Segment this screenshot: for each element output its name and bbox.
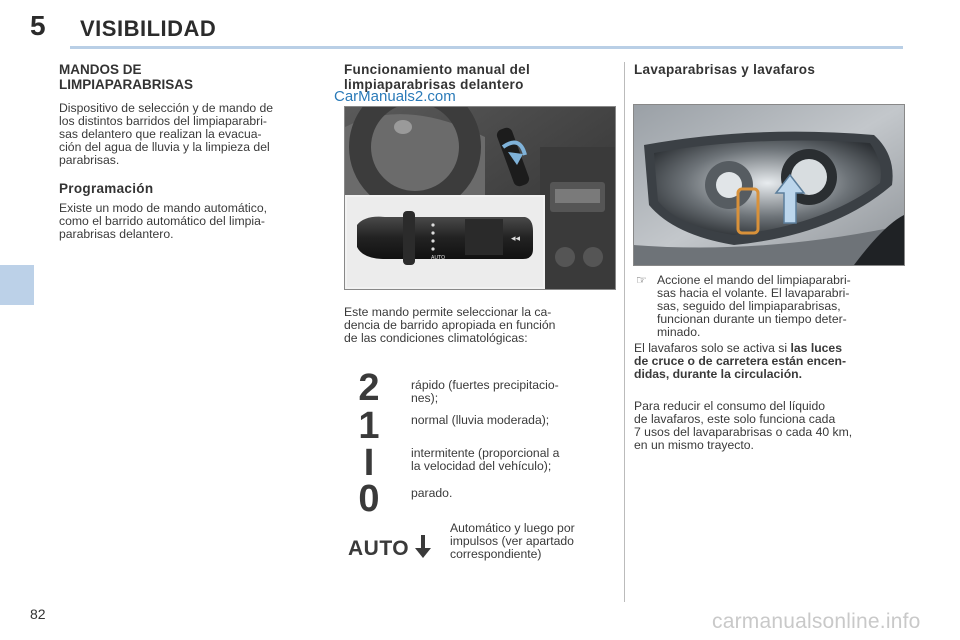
headlamp-photo (633, 104, 905, 266)
stalk-auto-label: AUTO (431, 255, 446, 261)
column-left (59, 62, 325, 241)
section-heading: MANDOS DE LIMPIAPARABRISAS (59, 62, 194, 92)
auto-symbol: AUTO (348, 537, 410, 560)
column-divider (624, 62, 625, 602)
bullet-icon: ☞ (636, 273, 647, 287)
headlamp-illustration (634, 105, 904, 265)
chapter-number: 5 (30, 10, 46, 41)
washer-heading: Lavaparabrisas y lavafaros (634, 62, 816, 77)
headlamp-wash-note: El lavafaros solo se activa si las luces de cruce o de carretera están encen- didas, durante la circulación. (634, 341, 847, 381)
mode-symbol-i: I (363, 442, 375, 484)
site-watermark: CarManuals2.com (334, 88, 456, 105)
manual-intro: Este mando permite seleccionar la ca- dencia de barrido apropiada en función de las condiciones climatológicas: (344, 305, 556, 345)
washer-instruction: Accione el mando del limpiaparabri- sas hacia el volante. El lavaparabri- sas, seguido del limpiaparabrisas, funcionan durante un tiempo deter- minado. (657, 273, 851, 339)
mode-text-2: rápido (fuertes precipitacio- nes); (411, 378, 559, 405)
mode-symbol-0: 0 (358, 478, 380, 520)
auto-down-arrow-icon (414, 535, 432, 564)
auto-text: Automático y luego por impulsos (ver apartado correspondiente) (450, 521, 575, 561)
stalk-photo (344, 106, 616, 290)
fluid-economy-text: Para reducir el consumo del líquido de lavafaros, este solo funciona cada 7 usos del lavaparabrisas o cada 40 km, en un mismo trayecto. (634, 399, 853, 452)
programacion-text: Existe un modo de mando automático, como el barrido automático del limpia- parabrisas delantero. (59, 201, 267, 241)
footer-site-watermark: carmanualsonline.info (712, 610, 921, 633)
stalk-illustration (345, 107, 615, 289)
programacion-heading: Programación (59, 181, 154, 196)
mode-text-i: intermitente (proporcional a la velocidad del vehículo); (411, 446, 560, 473)
manual-heading: Funcionamiento manual del limpiaparabrisas delantero (344, 62, 531, 92)
chapter-title: VISIBILIDAD (80, 16, 217, 41)
chapter-side-tab (0, 265, 34, 305)
intro-text: Dispositivo de selección y de mando de los distintos barridos del limpiaparabri- sas delantero que realizan la evacua- ción del agua de lluvia y la limpieza del parabrisas. (59, 101, 274, 167)
header-rule (70, 46, 903, 49)
mode-text-1: normal (lluvia moderada); (411, 413, 550, 427)
page-number: 82 (30, 606, 46, 622)
mode-text-0: parado. (411, 486, 453, 500)
mode-symbol-2: 2 (358, 367, 380, 409)
svg-text:◂◂: ◂◂ (511, 234, 521, 244)
mode-symbol-1: 1 (358, 405, 380, 447)
